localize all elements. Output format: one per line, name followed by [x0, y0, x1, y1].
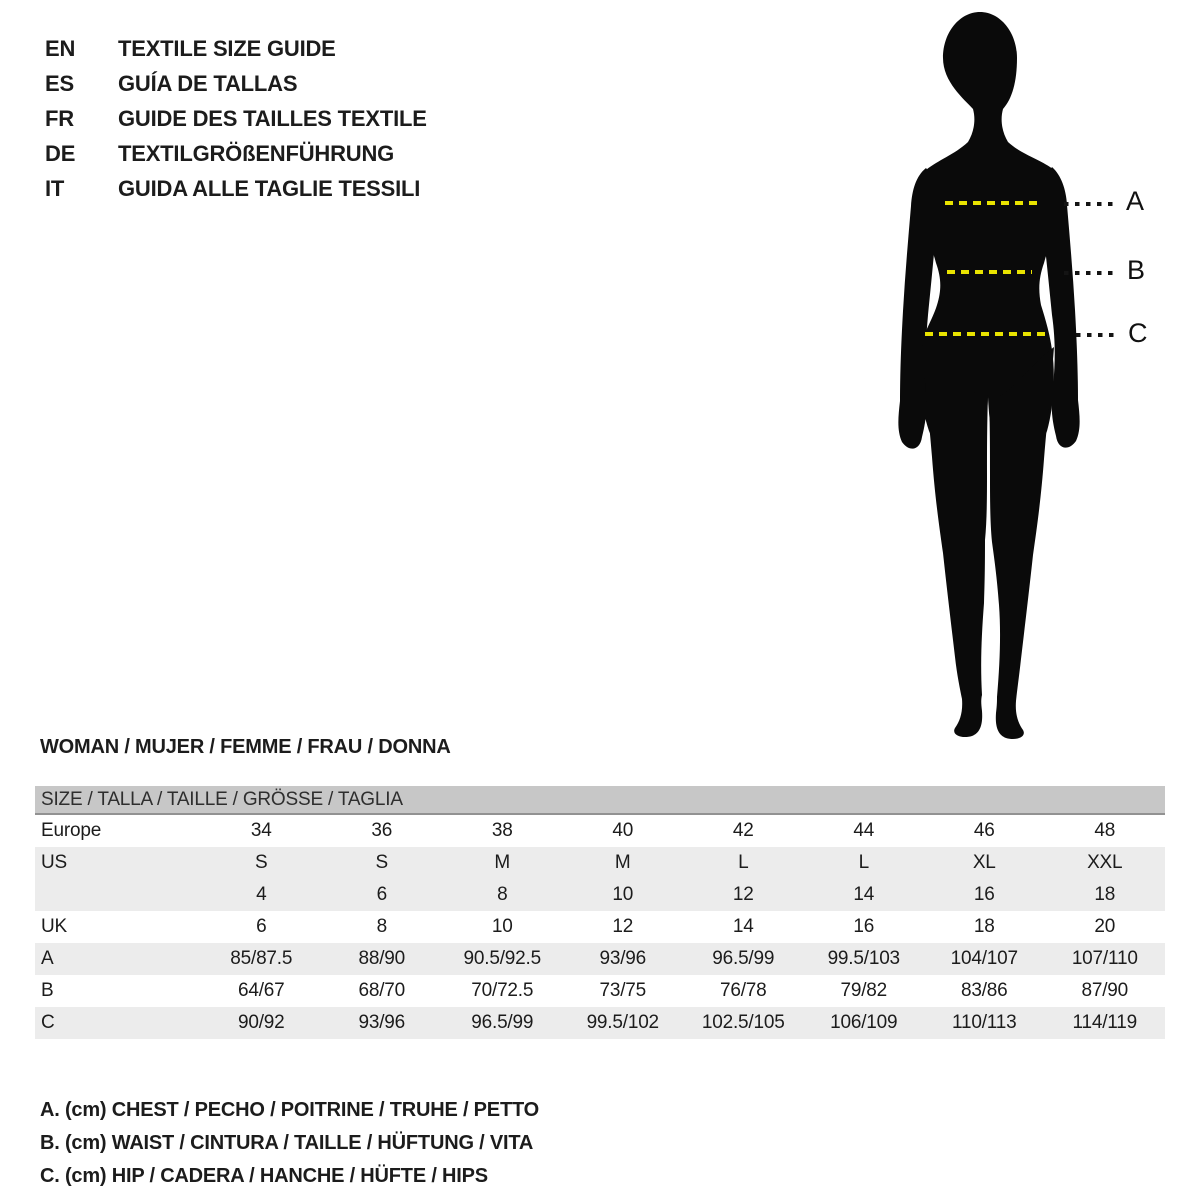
size-cell: 14 — [732, 916, 754, 937]
size-cell: 8 — [497, 884, 508, 905]
measure-cell: 102.5/105 — [701, 1012, 785, 1033]
chest-marker-label: A — [1126, 186, 1144, 216]
measure-cell: 88/90 — [358, 948, 406, 969]
legend-chest: A. (cm) CHEST / PECHO / POITRINE / TRUHE / PETTO — [40, 1099, 539, 1121]
measure-cell: 99.5/102 — [586, 1012, 659, 1033]
size-cell: 12 — [732, 884, 754, 905]
size-cell: 36 — [371, 820, 393, 841]
language-title: GUIDA ALLE TAGLIE TESSILI — [118, 176, 421, 201]
language-code: DE — [45, 141, 76, 166]
row-label: A — [41, 948, 54, 969]
size-cell: 4 — [256, 884, 267, 905]
row-label: US — [41, 852, 67, 873]
size-cell: 40 — [612, 820, 634, 841]
measure-cell: 114/119 — [1072, 1012, 1137, 1033]
measure-cell: 99.5/103 — [827, 948, 900, 969]
size-table-header: SIZE / TALLA / TAILLE / GRÖSSE / TAGLIA — [35, 786, 1165, 815]
waist-measure-line — [947, 270, 1032, 274]
size-cell: 10 — [612, 884, 634, 905]
size-cell: L — [738, 852, 749, 873]
measure-cell: 106/109 — [830, 1012, 898, 1033]
size-cell: 8 — [376, 916, 387, 937]
measure-cell: 70/72.5 — [471, 980, 534, 1001]
language-title: TEXTILGRÖßENFÜHRUNG — [118, 141, 395, 166]
size-cell: S — [255, 852, 268, 873]
size-cell: 48 — [1094, 820, 1116, 841]
size-cell: 10 — [491, 916, 513, 937]
hip-leader-line — [1076, 333, 1116, 337]
size-cell: 46 — [973, 820, 995, 841]
silhouette-left-leg — [922, 345, 988, 737]
measurement-legend — [40, 1094, 539, 1193]
measure-cell: 96.5/99 — [712, 948, 775, 969]
measure-cell: 93/96 — [599, 948, 647, 969]
chest-leader-line — [1064, 202, 1116, 206]
table-row-us-number — [35, 879, 1165, 911]
hip-measure-line — [925, 332, 1047, 336]
row-label: UK — [41, 916, 67, 937]
size-cell: 18 — [973, 916, 995, 937]
row-label: C — [41, 1012, 55, 1033]
measure-cell: 79/82 — [840, 980, 888, 1001]
gender-section-title: WOMAN / MUJER / FEMME / FRAU / DONNA — [40, 736, 451, 758]
measure-cell: 110/113 — [952, 1012, 1017, 1033]
row-label — [35, 879, 201, 911]
language-code: IT — [45, 176, 65, 201]
size-cell: 38 — [491, 820, 513, 841]
measure-cell: 96.5/99 — [471, 1012, 534, 1033]
chest-measure-line — [945, 201, 1040, 205]
measure-cell: 90.5/92.5 — [463, 948, 541, 969]
waist-marker-label: B — [1127, 255, 1145, 285]
table-row-europe — [35, 815, 1165, 847]
size-cell: 16 — [973, 884, 995, 905]
size-cell: M — [494, 852, 511, 873]
size-cell: 12 — [612, 916, 634, 937]
size-cell: 6 — [256, 916, 267, 937]
language-code: FR — [45, 106, 74, 131]
size-cell: 14 — [853, 884, 875, 905]
row-label: Europe — [41, 820, 102, 841]
table-row-waist-b — [35, 975, 1165, 1007]
table-row-chest-a — [35, 943, 1165, 975]
measure-cell: 107/110 — [1071, 948, 1138, 969]
language-code: ES — [45, 71, 74, 96]
woman-silhouette — [870, 5, 1130, 740]
hip-marker-label: C — [1128, 318, 1148, 348]
table-row-hip-c — [35, 1007, 1165, 1039]
measure-cell: 68/70 — [358, 980, 406, 1001]
legend-hip: C. (cm) HIP / CADERA / HANCHE / HÜFTE / HIPS — [40, 1165, 488, 1187]
language-title: GUÍA DE TALLAS — [118, 71, 298, 96]
measure-cell: 76/78 — [719, 980, 767, 1001]
size-cell: 42 — [732, 820, 754, 841]
waist-leader-line — [1064, 271, 1116, 275]
measure-cell: 85/87.5 — [230, 948, 293, 969]
size-cell: XXL — [1087, 852, 1123, 873]
size-table — [35, 786, 1165, 1039]
language-title: GUIDE DES TAILLES TEXTILE — [118, 106, 427, 131]
measure-cell: 93/96 — [358, 1012, 406, 1033]
size-cell: 16 — [853, 916, 875, 937]
measure-cell: 83/86 — [960, 980, 1008, 1001]
size-cell: XL — [972, 852, 996, 873]
size-cell: L — [858, 852, 869, 873]
silhouette-right-leg — [989, 347, 1054, 739]
row-label: B — [41, 980, 54, 1001]
measure-cell: 90/92 — [237, 1012, 285, 1033]
size-cell: 44 — [853, 820, 875, 841]
table-row-us-letter — [35, 847, 1165, 879]
language-code: EN — [45, 36, 76, 61]
size-cell: S — [375, 852, 388, 873]
measure-cell: 64/67 — [237, 980, 285, 1001]
size-cell: 6 — [376, 884, 387, 905]
measure-cell: 87/90 — [1081, 980, 1129, 1001]
measure-cell: 104/107 — [950, 948, 1018, 969]
size-cell: 34 — [250, 820, 272, 841]
legend-waist: B. (cm) WAIST / CINTURA / TAILLE / HÜFTUNG / VITA — [40, 1132, 534, 1154]
size-cell: 18 — [1094, 884, 1116, 905]
size-cell: M — [614, 852, 631, 873]
table-row-uk — [35, 911, 1165, 943]
language-title: TEXTILE SIZE GUIDE — [118, 36, 336, 61]
measure-cell: 73/75 — [599, 980, 647, 1001]
size-cell: 20 — [1094, 916, 1116, 937]
